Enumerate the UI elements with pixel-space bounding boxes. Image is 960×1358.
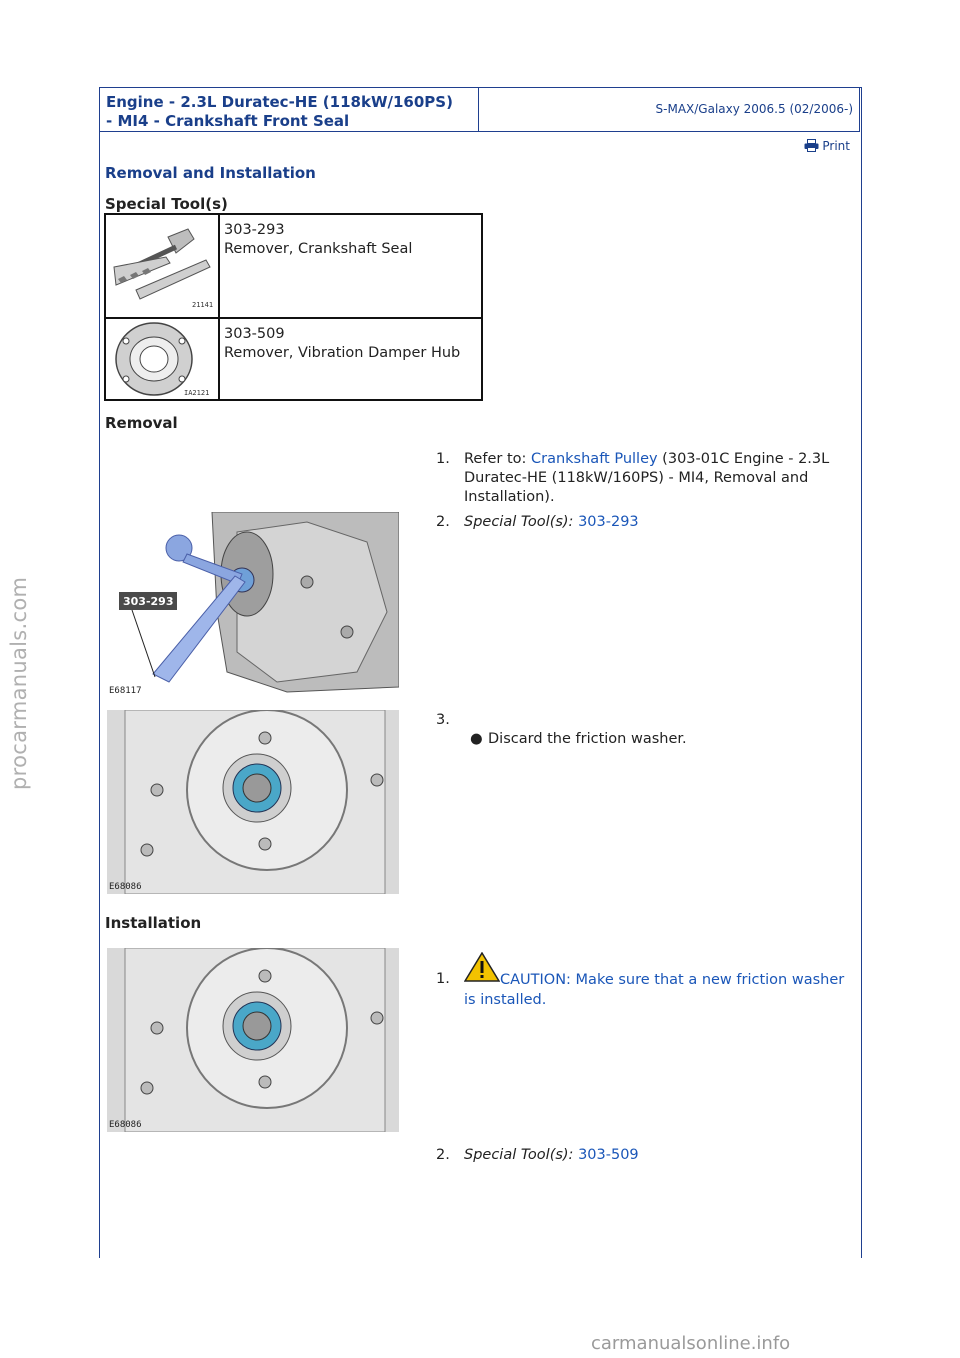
tool-code: 303-509: [224, 326, 285, 342]
damper-hub-remover-image: [106, 319, 216, 399]
figure-code: E68086: [109, 1120, 142, 1130]
special-tools-heading: Special Tool(s): [105, 195, 228, 213]
document-title: [99, 87, 479, 132]
printer-icon: [804, 139, 819, 152]
tool-303-293-link[interactable]: 303-293: [578, 514, 639, 530]
title-line-1: Engine - 2.3L Duratec-HE (118kW/160PS): [106, 93, 453, 111]
vehicle-model: S-MAX/Galaxy 2006.5 (02/2006-): [479, 87, 860, 132]
tool-image-cell: [106, 215, 220, 317]
tool-callout: 303-293: [123, 595, 174, 608]
bullet-icon: ●: [470, 731, 483, 747]
print-button[interactable]: [804, 139, 850, 153]
tool-image-code: 21141: [192, 301, 214, 309]
caution-text: [464, 952, 856, 1010]
bullet-item: [470, 730, 880, 749]
special-tools-label: Special Tool(s):: [464, 514, 574, 530]
figure-code: E68117: [109, 686, 142, 696]
step-number: 2.: [436, 514, 450, 530]
title-line-2: - MI4 - Crankshaft Front Seal: [106, 112, 350, 130]
special-tools-label: Special Tool(s):: [464, 1147, 574, 1163]
engine-seal-removal-illustration: [107, 512, 399, 698]
removal-step-3-figure: [107, 710, 399, 894]
step-text: [464, 1146, 856, 1165]
installation-heading: Installation: [105, 914, 202, 932]
special-tools-table: [104, 213, 483, 401]
step-text: [464, 450, 856, 507]
tool-303-509-link[interactable]: 303-509: [578, 1147, 639, 1163]
figure-code: E68086: [109, 882, 142, 892]
refer-suffix: (303-01C Engine - 2.3L Duratec-HE (118kW/160PS) - MI4, Removal and Installation).: [464, 451, 830, 505]
front-cover-washer-illustration: [107, 710, 399, 894]
step-number: 1.: [436, 971, 450, 987]
tool-code: 303-293: [224, 222, 285, 238]
tool-name: Remover, Vibration Damper Hub: [224, 345, 461, 361]
tool-image-cell: [106, 319, 220, 399]
tool-image-code: IA2121: [184, 389, 210, 397]
refer-prefix: Refer to:: [464, 451, 531, 467]
crankshaft-pulley-link[interactable]: Crankshaft Pulley: [531, 451, 658, 467]
step-text: [464, 513, 856, 532]
tool-row: [106, 319, 481, 399]
tool-text: [224, 221, 412, 259]
removal-heading: Removal: [105, 414, 178, 432]
tool-text: [224, 325, 460, 363]
installation-step-1-figure: [107, 948, 399, 1132]
section-title: Removal and Installation: [105, 164, 316, 182]
tool-row: [106, 215, 481, 319]
step-number: 3.: [436, 712, 450, 728]
warning-triangle-icon: [464, 952, 500, 982]
step-number: 1.: [436, 451, 450, 467]
front-cover-washer-illustration: [107, 948, 399, 1132]
seal-remover-tool-image: [106, 215, 216, 315]
side-watermark: procarmanuals.com: [7, 576, 31, 790]
print-label: Print: [822, 139, 850, 153]
step-number: 2.: [436, 1147, 450, 1163]
bullet-text: Discard the friction washer.: [488, 731, 687, 747]
caution-message: CAUTION: Make sure that a new friction washer is installed.: [464, 972, 845, 1008]
tool-name: Remover, Crankshaft Seal: [224, 241, 413, 257]
bottom-watermark: carmanualsonline.info: [591, 1333, 791, 1354]
removal-step-2-figure: [107, 512, 399, 698]
